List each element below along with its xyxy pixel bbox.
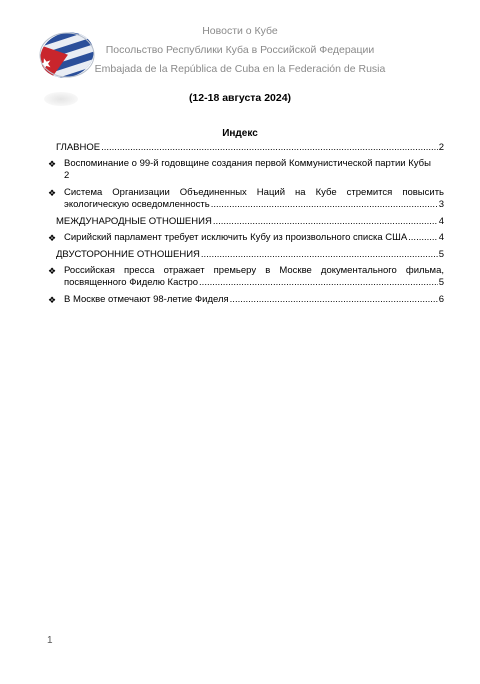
page-number: 1 bbox=[47, 635, 53, 646]
toc-entry-text: Воспоминание о 99-й годовщине создания первой Коммунистической партии Кубы bbox=[64, 158, 431, 169]
toc-page-number: 5 bbox=[438, 277, 444, 288]
toc-item-party-anniversary[interactable] bbox=[48, 158, 444, 182]
toc-page-number: 5 bbox=[438, 249, 444, 260]
toc-leader-dots bbox=[211, 199, 438, 211]
diamond-bullet-icon: ❖ bbox=[48, 233, 57, 243]
date-range: (12-18 августа 2024) bbox=[188, 92, 292, 104]
toc-entry-text: ГЛАВНОЕ bbox=[56, 142, 101, 153]
toc-section-main[interactable] bbox=[48, 142, 444, 154]
diamond-bullet-icon: ❖ bbox=[48, 295, 57, 305]
toc-section-international[interactable] bbox=[48, 216, 444, 228]
toc-entry-text: Российская пресса отражает премьеру в Москве документального фильма, bbox=[64, 265, 444, 276]
toc-page-number: 3 bbox=[438, 199, 444, 210]
toc-page-number: 2 bbox=[64, 170, 70, 181]
toc-leader-dots bbox=[213, 216, 438, 228]
header-embassy-es: Embajada de la República de Cuba en la Federación de Rusia bbox=[94, 63, 386, 75]
toc-entry-text: ДВУСТОРОННИЕ ОТНОШЕНИЯ bbox=[56, 249, 200, 260]
toc-section-bilateral[interactable] bbox=[48, 249, 444, 261]
toc-item-un-ecology[interactable] bbox=[48, 187, 444, 211]
toc-leader-dots bbox=[199, 277, 438, 289]
toc-entry-text: Сирийский парламент требует исключить Кубу из произвольного списка США bbox=[64, 232, 408, 243]
toc-item-syria-parliament[interactable] bbox=[48, 232, 444, 244]
diamond-bullet-icon: ❖ bbox=[48, 188, 57, 198]
diamond-bullet-icon: ❖ bbox=[48, 159, 57, 169]
toc-leader-dots bbox=[101, 142, 438, 154]
toc-item-russian-press[interactable] bbox=[48, 265, 444, 289]
toc-entry-text: В Москве отмечают 98-летие Фиделя bbox=[64, 294, 229, 305]
header-title: Новости о Кубе bbox=[202, 25, 278, 37]
diamond-bullet-icon: ❖ bbox=[48, 266, 57, 276]
toc-entry-text: МЕЖДУНАРОДНЫЕ ОТНОШЕНИЯ bbox=[56, 216, 212, 227]
toc-entry-text: Система Организации Объединенных Наций на Кубе стремится повысить bbox=[64, 187, 444, 198]
toc-item-fidel-birthday[interactable] bbox=[48, 294, 444, 306]
document-header bbox=[0, 22, 480, 79]
toc-page-number: 6 bbox=[438, 294, 444, 305]
toc-leader-dots bbox=[201, 249, 438, 261]
toc-page-number: 2 bbox=[438, 142, 444, 153]
toc-leader-dots bbox=[230, 294, 438, 306]
toc-page-number: 4 bbox=[438, 232, 444, 243]
index-title: Индекс bbox=[222, 128, 258, 139]
toc-entry-text-cont: посвященного Фиделю Кастро bbox=[64, 277, 199, 288]
toc-entry-text-cont: экологическую осведомленность bbox=[64, 199, 210, 210]
table-of-contents bbox=[48, 142, 444, 311]
toc-page-number: 4 bbox=[438, 216, 444, 227]
toc-leader-dots bbox=[408, 232, 438, 244]
header-embassy-ru: Посольство Республики Куба в Российской Федерации bbox=[105, 44, 375, 56]
